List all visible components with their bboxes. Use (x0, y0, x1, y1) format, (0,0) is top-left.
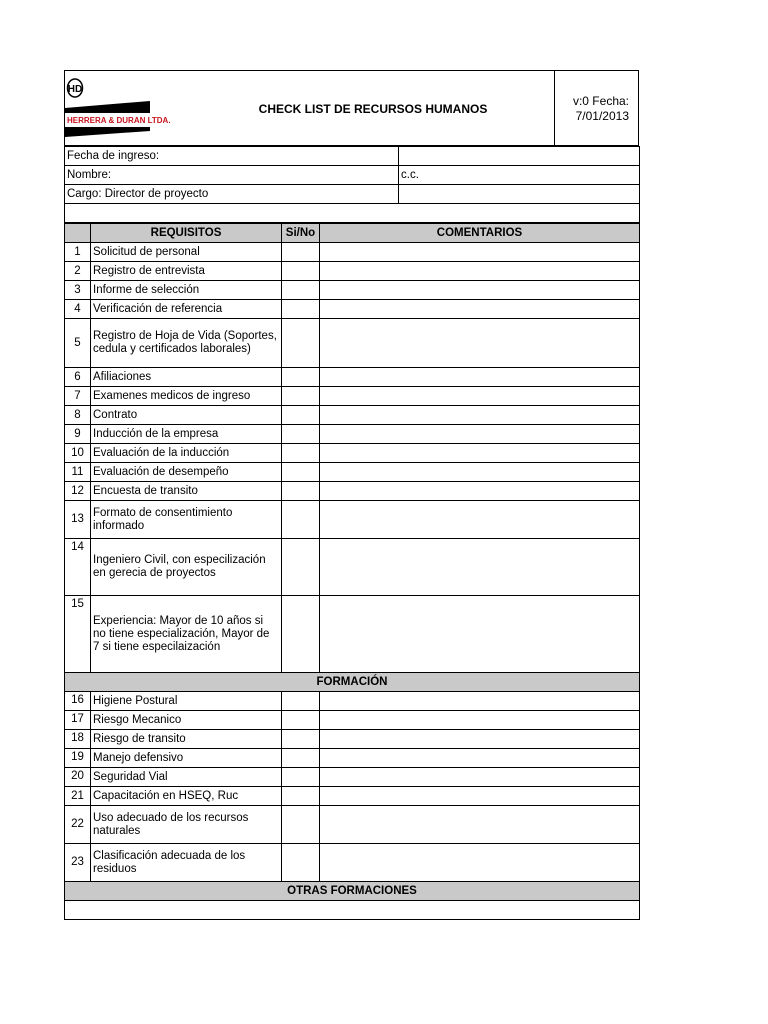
row-sino-field[interactable] (282, 768, 320, 787)
row-requirement: Clasificación adecuada de los residuos (91, 844, 282, 882)
row-requirement: Experiencia: Mayor de 10 años si no tiene especialización, Mayor de 7 si tiene especilaización (91, 596, 282, 673)
row-sino-field[interactable] (282, 368, 320, 387)
table-row (65, 463, 640, 482)
row-sino-field[interactable] (282, 844, 320, 882)
row-comment-field[interactable] (320, 787, 640, 806)
otras-formaciones-title: OTRAS FORMACIONES (65, 882, 640, 901)
row-number: 2 (65, 262, 91, 281)
row-requirement: Registro de Hoja de Vida (Soportes, cedula y certificados laborales) (91, 319, 282, 368)
row-sino-field[interactable] (282, 539, 320, 596)
row-comment-field[interactable] (320, 749, 640, 768)
table-row (65, 501, 640, 539)
row-number: 9 (65, 425, 91, 444)
row-requirement: Solicitud de personal (91, 243, 282, 262)
row-sino-field[interactable] (282, 692, 320, 711)
row-number: 10 (65, 444, 91, 463)
table-row (65, 425, 640, 444)
otras-formaciones-row (65, 882, 640, 901)
table-row (65, 444, 640, 463)
num-header (65, 224, 91, 243)
row-sino-field[interactable] (282, 387, 320, 406)
table-row (65, 368, 640, 387)
table-row (65, 596, 640, 673)
table-row (65, 406, 640, 425)
row-requirement: Riesgo de transito (91, 730, 282, 749)
company-logo-icon (65, 71, 171, 147)
row-number: 15 (65, 596, 91, 673)
row-sino-field[interactable] (282, 482, 320, 501)
row-sino-field[interactable] (282, 243, 320, 262)
document-header (64, 70, 639, 146)
table-row (65, 243, 640, 262)
row-number: 18 (65, 730, 91, 749)
formacion-title: FORMACIÓN (65, 673, 640, 692)
row-number: 21 (65, 787, 91, 806)
row-requirement: Informe de selección (91, 281, 282, 300)
row-number: 4 (65, 300, 91, 319)
row-number: 22 (65, 806, 91, 844)
row-comment-field[interactable] (320, 444, 640, 463)
row-number: 1 (65, 243, 91, 262)
row-number: 19 (65, 749, 91, 768)
row-sino-field[interactable] (282, 711, 320, 730)
cargo-extra-field[interactable] (399, 185, 640, 204)
row-requirement: Verificación de referencia (91, 300, 282, 319)
row-comment-field[interactable] (320, 368, 640, 387)
document-title: CHECK LIST DE RECURSOS HUMANOS (258, 102, 488, 116)
row-sino-field[interactable] (282, 787, 320, 806)
row-comment-field[interactable] (320, 463, 640, 482)
row-number: 8 (65, 406, 91, 425)
row-comment-field[interactable] (320, 806, 640, 844)
row-comment-field[interactable] (320, 692, 640, 711)
row-requirement: Encuesta de transito (91, 482, 282, 501)
row-number: 13 (65, 501, 91, 539)
info-table (64, 146, 640, 223)
table-row (65, 262, 640, 281)
table-row (65, 787, 640, 806)
row-number: 5 (65, 319, 91, 368)
cc-label: c.c. (399, 166, 640, 185)
row-requirement: Capacitación en HSEQ, Ruc (91, 787, 282, 806)
row-requirement: Seguridad Vial (91, 768, 282, 787)
row-comment-field[interactable] (320, 425, 640, 444)
table-row (65, 300, 640, 319)
row-comment-field[interactable] (320, 300, 640, 319)
row-requirement: Formato de consentimiento informado (91, 501, 282, 539)
row-comment-field[interactable] (320, 406, 640, 425)
requisitos-header: REQUISITOS (91, 224, 282, 243)
logo-company-text: HERRERA & DURAN LTDA. (67, 116, 171, 125)
table-row (65, 711, 640, 730)
table-row (65, 730, 640, 749)
table-row (65, 539, 640, 596)
row-requirement: Contrato (91, 406, 282, 425)
row-number: 14 (65, 539, 91, 596)
row-comment-field[interactable] (320, 243, 640, 262)
spacer-row (65, 204, 640, 223)
table-row (65, 482, 640, 501)
row-sino-field[interactable] (282, 425, 320, 444)
row-comment-field[interactable] (320, 844, 640, 882)
row-sino-field[interactable] (282, 730, 320, 749)
row-number: 6 (65, 368, 91, 387)
sino-header: Si/No (282, 224, 320, 243)
otras-formaciones-empty-row (65, 901, 640, 920)
table-row (65, 281, 640, 300)
row-comment-field[interactable] (320, 768, 640, 787)
row-requirement: Afiliaciones (91, 368, 282, 387)
fecha-ingreso-label: Fecha de ingreso: (65, 147, 399, 166)
otras-formaciones-field[interactable] (65, 901, 640, 920)
row-comment-field[interactable] (320, 319, 640, 368)
version-date (554, 71, 639, 146)
row-number: 23 (65, 844, 91, 882)
row-sino-field[interactable] (282, 319, 320, 368)
logo-mark-text: HD (67, 84, 83, 95)
row-requirement: Inducción de la empresa (91, 425, 282, 444)
row-comment-field[interactable] (320, 501, 640, 539)
table-row (65, 768, 640, 787)
row-sino-field[interactable] (282, 406, 320, 425)
row-number: 7 (65, 387, 91, 406)
row-sino-field[interactable] (282, 444, 320, 463)
row-comment-field[interactable] (320, 539, 640, 596)
table-row (65, 692, 640, 711)
checklist-sheet (64, 70, 639, 920)
row-number: 3 (65, 281, 91, 300)
row-sino-field[interactable] (282, 463, 320, 482)
row-sino-field[interactable] (282, 262, 320, 281)
row-comment-field[interactable] (320, 596, 640, 673)
row-comment-field[interactable] (320, 281, 640, 300)
company-logo (65, 71, 171, 147)
row-comment-field[interactable] (320, 730, 640, 749)
row-requirement: Ingeniero Civil, con especilización en gerecia de proyectos (91, 539, 282, 596)
row-comment-field[interactable] (320, 262, 640, 281)
version-line: v:0 Fecha: (572, 93, 629, 108)
row-requirement: Registro de entrevista (91, 262, 282, 281)
row-requirement: Manejo defensivo (91, 749, 282, 768)
row-number: 12 (65, 482, 91, 501)
table-row (65, 387, 640, 406)
table-row (65, 806, 640, 844)
nombre-label: Nombre: (65, 166, 399, 185)
row-sino-field[interactable] (282, 300, 320, 319)
cargo-label: Cargo: Director de proyecto (65, 185, 399, 204)
date-line: 7/01/2013 (575, 108, 629, 123)
row-number: 11 (65, 463, 91, 482)
row-requirement: Examenes medicos de ingreso (91, 387, 282, 406)
row-requirement: Riesgo Mecanico (91, 711, 282, 730)
row-sino-field[interactable] (282, 501, 320, 539)
row-number: 17 (65, 711, 91, 730)
row-requirement: Evaluación de desempeño (91, 463, 282, 482)
row-comment-field[interactable] (320, 387, 640, 406)
row-requirement: Higiene Postural (91, 692, 282, 711)
requirements-table (64, 223, 640, 920)
table-row (65, 319, 640, 368)
formacion-row (65, 673, 640, 692)
fecha-ingreso-field[interactable] (399, 147, 640, 166)
table-row (65, 749, 640, 768)
row-number: 16 (65, 692, 91, 711)
row-sino-field[interactable] (282, 281, 320, 300)
table-row (65, 844, 640, 882)
row-requirement: Evaluación de la inducción (91, 444, 282, 463)
row-comment-field[interactable] (320, 711, 640, 730)
row-comment-field[interactable] (320, 482, 640, 501)
row-number: 20 (65, 768, 91, 787)
row-sino-field[interactable] (282, 806, 320, 844)
row-sino-field[interactable] (282, 596, 320, 673)
row-requirement: Uso adecuado de los recursos naturales (91, 806, 282, 844)
comentarios-header: COMENTARIOS (320, 224, 640, 243)
row-sino-field[interactable] (282, 749, 320, 768)
